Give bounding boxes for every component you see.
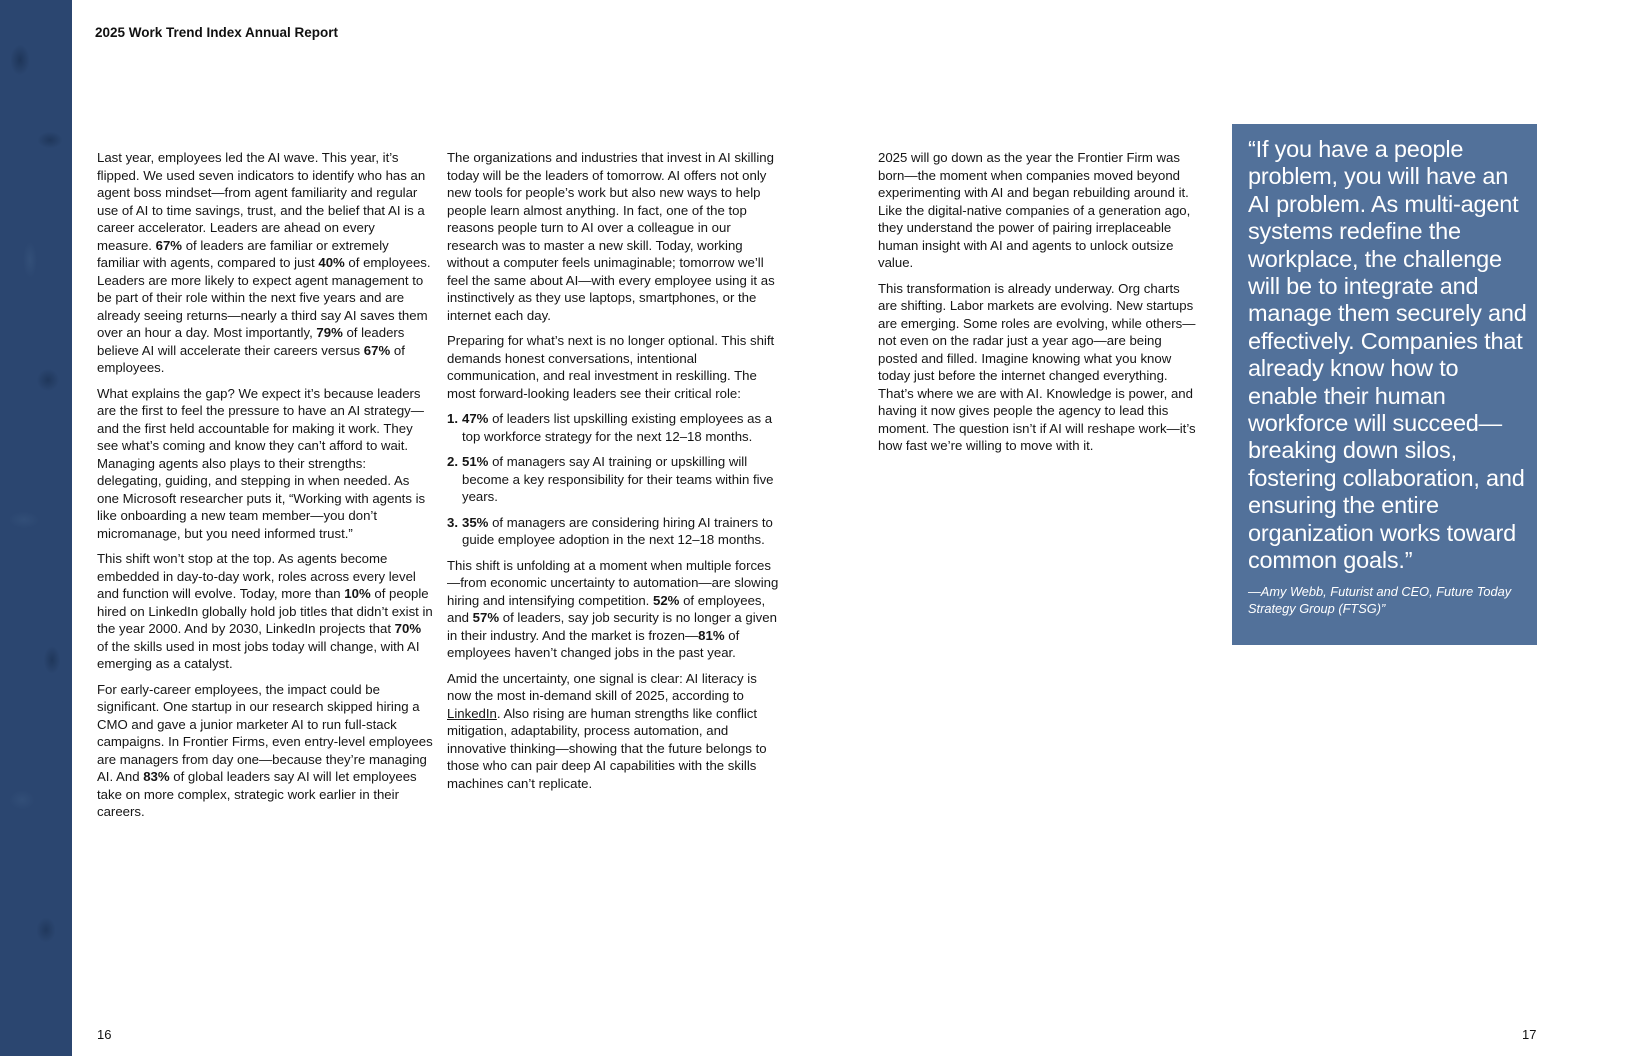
stat: 79% [316,325,343,340]
page-number-right: 17 [1522,1027,1537,1042]
stat: 40% [318,255,345,270]
paragraph: 2025 will go down as the year the Frontier Firm was born—the moment when companies moved beyond experimenting with AI and began rebuilding around it. Like the digital-native companies of a generation ago, they understand the power of pairing irreplaceable human insight with AI and agents to unlock outsize value. [878,150,1191,270]
paragraph: This transformation is already underway. Org charts are shifting. Labor markets are evolving. New startups are emerging. Some roles are evolving, while others—not even on the radar just a year ago—are being posted and filled. Imagine knowing what you know today just before the internet changed everything. That’s where we are with AI. Knowledge is power, and having it now gives people the agency to lead this moment. The question isn’t if AI will reshape work—it’s how fast we’re willing to move with it. [878,280,1196,453]
pull-quote-text: “If you have a people problem, you will have an AI problem. As multi-agent systems redefine the workplace, the challenge will be to integrate and manage them securely and effectively. Companies that already know how to enable their human workforce will succeed—breaking down silos, fostering collaboration, and ensuring the entire organization works toward common goals.” [1248,136,1527,574]
stat: 10% [344,586,371,601]
column-1 [97,149,433,829]
stat: 57% [472,610,500,625]
stat: 81% [698,627,725,643]
pull-quote-attribution: —Amy Webb, Futurist and CEO, Future Today Strategy Group (FTSG)” [1248,584,1512,616]
list-item: 1. 47% of leaders list upskilling existing employees as a top workforce strategy for the next 12–18 months. [447,411,773,444]
stat: 35% [462,514,489,530]
page-number-left: 16 [97,1027,112,1042]
list-item: 3. 35% of managers are considering hiring AI trainers to guide employee adoption in the next 12–18 months. [447,514,773,547]
paragraph: This shift is unfolding at a moment when multiple forces—from economic uncertainty to automation—are slowing hiring and intensifying competition. 52% of employees, and 57% of leaders, say job security is no longer a given in their industry. And the market is frozen—81% of employees haven’t changed jobs in the past year. [447,557,779,660]
paragraph: This shift won’t stop at the top. As agents become embedded in day-to-day work, roles across every level and function will evolve. Today, more than 10% of people hired on LinkedIn globally hold job titles that didn’t exist in the year 2000. And by 2030, LinkedIn projects that 70% of the skills used in most jobs today will change, with AI emerging as a catalyst. [97,551,433,671]
paragraph: Amid the uncertainty, one signal is clear: AI literacy is now the most in-demand skill of 2025, according to LinkedIn. Also rising are human strengths like conflict mitigation, adaptability, process automation, and innovative thinking—showing that the future belongs to those who can pair deep AI capabilities with the skills machines can’t replicate. [447,670,767,791]
stat: 52% [653,592,680,608]
paragraph: Last year, employees led the AI wave. This year, it’s flipped. We used seven indicators to identify who has an agent boss mindset—from agent familiarity and regular use of AI to time savings, trust, and the belief that AI is a career accelerator. Leaders are ahead on every measure. 67% of leaders are familiar or extremely familiar with agents, compared to just 40% of employees. Leaders are more likely to expect agent management to be part of their role within the next five years and are already seeing returns—nearly a third say AI saves them over an hour a day. Most importantly, 79% of leaders believe AI will accelerate their careers versus 67% of employees. [97,150,431,375]
column-2 [447,149,779,800]
report-title: 2025 Work Trend Index Annual Report [95,25,339,40]
stat: 70% [394,621,422,636]
paragraph: The organizations and industries that invest in AI skilling today will be the leaders of tomorrow. AI offers not only new tools for people’s work but also new ways to help people learn almost anything. In fact, one of the top reasons people turn to AI over a colleague in our research was to master a new skill. Today, working without a computer feels unimaginable; tomorrow we’ll feel the same about AI—with every employee using it as instinctively as they use laptops, smartphones, or the internet each day. [447,150,775,323]
stat: 67% [155,237,183,253]
paragraph: For early-career employees, the impact could be significant. One startup in our research skipped hiring a CMO and gave a junior marketer AI to run full-stack campaigns. In Frontier Firms, even entry-level employees are managers from day one—because they’re managing AI. And 83% of global leaders say AI will let employees take on more complex, strategic work earlier in their careers. [97,681,433,819]
column-3 [878,149,1196,463]
stat: 51% [462,454,489,469]
decorative-sidebar-band [0,0,72,1056]
paragraph: Preparing for what’s next is no longer optional. This shift demands honest conversations, intentional communication, and real investment in reskilling. The most forward-looking leaders see their critical role: [447,333,775,401]
list-item: 2. 51% of managers say AI training or upskilling will become a key responsibility for their teams within five years. [447,454,774,504]
stat: 83% [143,769,170,784]
stat: 47% [462,411,489,426]
numbered-list [447,410,779,549]
pull-quote-box [1232,124,1537,645]
paragraph: What explains the gap? We expect it’s because leaders are the first to feel the pressure to have an AI strategy—and the first held accountable for making it work. They see what’s coming and know they can’t afford to wait. Managing agents also plays to their strengths: delegating, guiding, and stepping in when needed. As one Microsoft researcher puts it, “Working with agents is like onboarding a new team member—you don’t micromanage, but you need informed trust.” [97,385,426,541]
stat: 67% [363,342,391,358]
linkedin-link[interactable]: LinkedIn [447,705,497,721]
